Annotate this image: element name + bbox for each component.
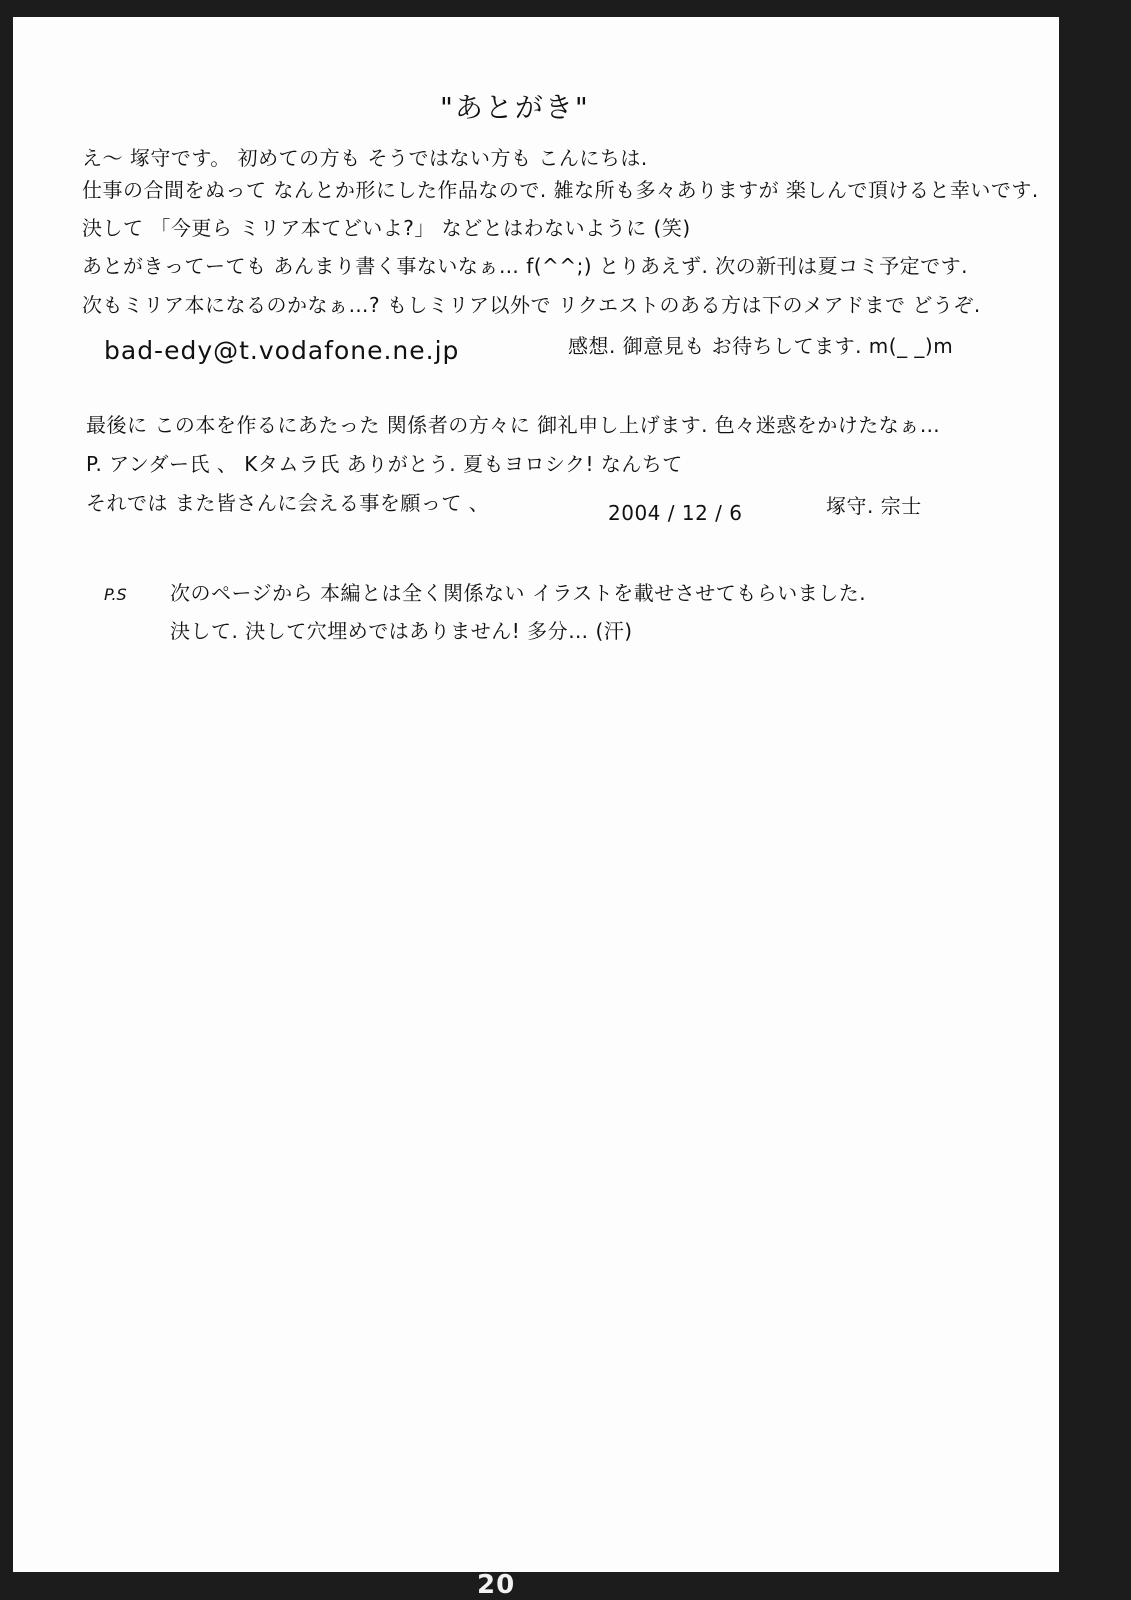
body-line-2: 仕事の合間をぬって なんとか形にした作品なので. 雑な所も多々ありますが 楽しんで頂けると幸いです. xyxy=(82,178,1039,202)
body-line-1: え〜 塚守です。 初めての方も そうではない方も こんにちは. xyxy=(82,146,648,170)
email-address: bad-edy@t.vodafone.ne.jp xyxy=(104,336,460,365)
ps-label: P.S xyxy=(104,585,127,604)
body-line-3: 決して 「今更ら ミリア本てどいよ?」 などとはわないように (笑) xyxy=(82,216,691,240)
closing-line-2: P. アンダー氏 、 Kタムラ氏 ありがとう. 夏もヨロシク! なんちて xyxy=(86,452,683,476)
closing-line-1: 最後に この本を作るにあたった 関係者の方々に 御礼申し上げます. 色々迷惑をかけたなぁ… xyxy=(86,413,941,437)
body-line-5: 次もミリア本になるのかなぁ…? もしミリア以外で リクエストのある方は下のメアドまで どうぞ. xyxy=(82,293,981,317)
signature: 塚守. 宗士 xyxy=(826,494,922,518)
body-line-4: あとがきってーても あんまり書く事ないなぁ… f(^^;) とりあえず. 次の新刊は夏コミ予定です. xyxy=(82,254,969,278)
page-title: "あとがき" xyxy=(440,91,590,124)
page-number: 20 xyxy=(477,1570,516,1600)
closing-line-3: それでは また皆さんに会える事を願って 、 xyxy=(86,491,490,515)
date: 2004 / 12 / 6 xyxy=(608,501,743,525)
ps-line-1: 次のページから 本編とは全く関係ない イラストを載せさせてもらいました. xyxy=(170,581,867,605)
feedback-note: 感想. 御意見も お待ちしてます. m(_ _)m xyxy=(568,334,954,358)
ps-line-2: 決して. 決して穴埋めではありません! 多分… (汗) xyxy=(170,619,633,643)
manuscript-page xyxy=(13,17,1059,1572)
